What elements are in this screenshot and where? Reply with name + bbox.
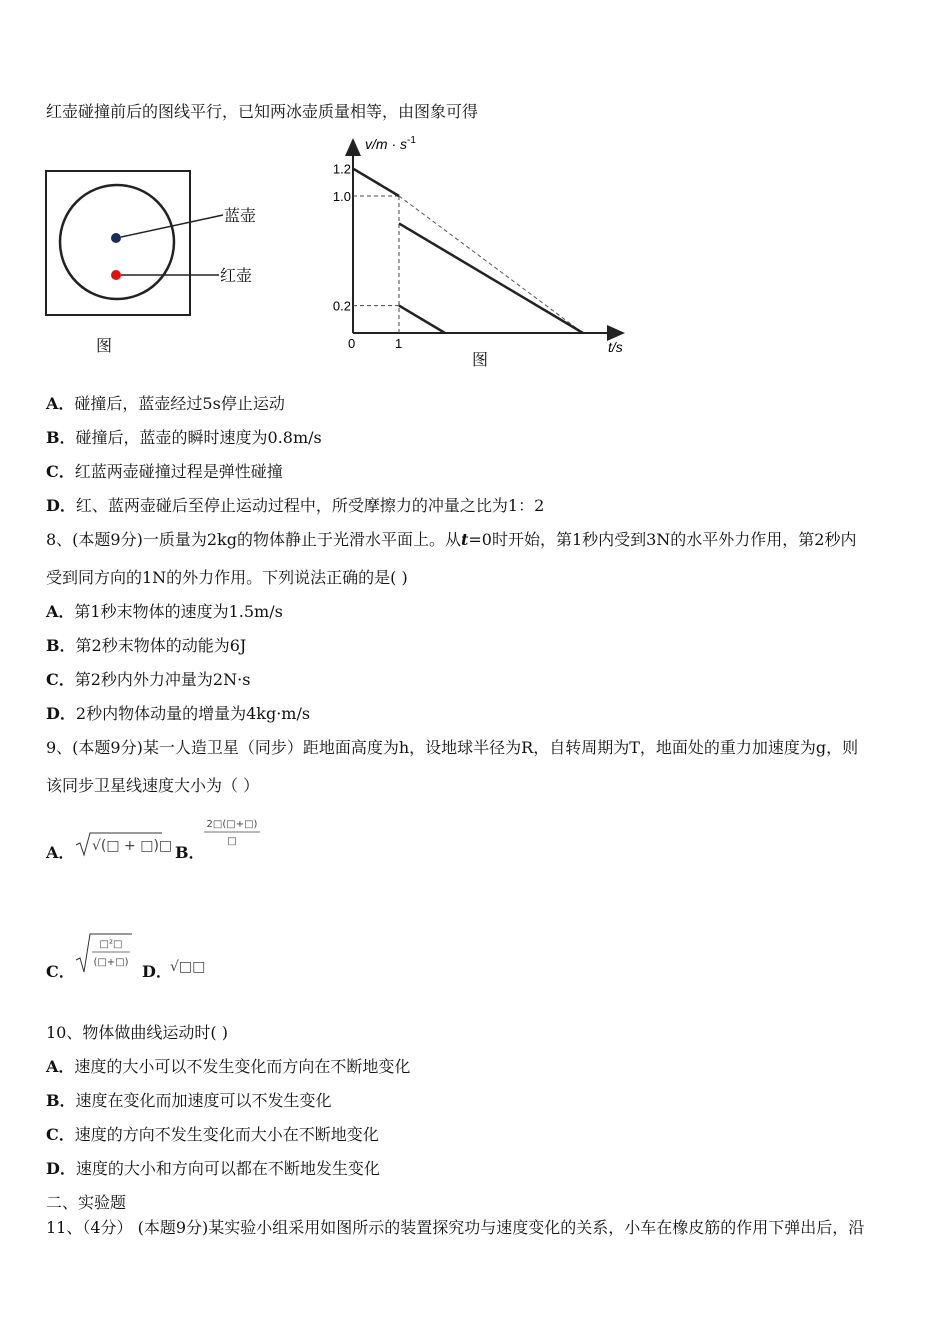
q8-stem-line2: 受到同方向的1N的外力作用。下列说法正确的是( ) xyxy=(46,568,408,587)
series-line-3 xyxy=(399,306,445,333)
q10-option-d[interactable]: D．速度的大小和方向可以都在不断地发生变化 xyxy=(46,1159,380,1178)
section-heading: 二、实验题 xyxy=(46,1193,127,1212)
q8-stem-line1: 8、(本题9分)一质量为2kg的物体静止于光滑水平面上。从t=0时开始，第1秒内受到3N的水平外力作用，第2秒内 xyxy=(46,530,857,549)
q9-option-b-letter[interactable]: B． xyxy=(175,843,205,862)
q10-stem: 10、物体做曲线运动时( ) xyxy=(46,1023,228,1042)
y-tick-1-0: 1.0 xyxy=(332,189,351,204)
q10-option-c[interactable]: C．速度的方向不发生变化而大小在不断地变化 xyxy=(46,1125,379,1144)
series-line-0 xyxy=(353,169,399,196)
rink-figure xyxy=(45,170,191,316)
q8-option-d[interactable]: D．2秒内物体动量的增量为4kg·m/s xyxy=(46,704,311,723)
q9-c-denominator: (□+□) xyxy=(93,957,129,968)
series-line-2 xyxy=(399,223,583,333)
q9-c-numerator: □²□ xyxy=(99,939,123,950)
q7-option-b[interactable]: B．碰撞后，蓝壶的瞬时速度为0.8m/s xyxy=(46,428,322,447)
q9-option-a-letter[interactable]: A． xyxy=(46,843,75,862)
q9-stem-line1: 9、(本题9分)某一人造卫星（同步）距地面高度为h，设地球半径为R，自转周期为T，地面处的重力加速度为g，则 xyxy=(46,738,859,757)
series-layer xyxy=(353,169,583,333)
y-tick-0-2: 0.2 xyxy=(332,298,351,314)
origin-label: 0 xyxy=(348,336,356,351)
q7-option-c[interactable]: C．红蓝两壶碰撞过程是弹性碰撞 xyxy=(46,462,283,481)
q8-option-b[interactable]: B．第2秒末物体的动能为6J xyxy=(46,636,247,655)
q9-stem-line2: 该同步卫星线速度大小为（ ） xyxy=(46,776,260,795)
y-axis-label: $v/m \cdot s^{-1}$ xyxy=(365,135,416,152)
guide-lines xyxy=(353,196,399,333)
q9-option-b-formula xyxy=(202,815,262,853)
right-figure-caption: 图 xyxy=(472,350,489,369)
red-stone-label: 红壶 xyxy=(220,266,253,285)
series-line-1 xyxy=(399,196,583,333)
q9-option-d-formula xyxy=(170,952,214,982)
vt-graph xyxy=(325,130,625,370)
q7-option-d[interactable]: D．红、蓝两壶碰后至停止运动过程中，所受摩擦力的冲量之比为1：2 xyxy=(46,496,545,515)
x-tick-1: 1 xyxy=(395,336,403,351)
blue-stone-label: 蓝壶 xyxy=(224,206,257,225)
red-stone-icon xyxy=(111,270,121,280)
left-figure-caption: 图 xyxy=(96,336,113,355)
q9-option-d-letter[interactable]: D． xyxy=(142,962,172,981)
intro-text: 红壶碰撞前后的图线平行，已知两冰壶质量相等，由图象可得 xyxy=(46,102,479,121)
y-tick-1-2: 1.2 xyxy=(332,161,351,177)
q9-b-numerator: 2□(□+□) xyxy=(206,819,258,830)
rink-svg xyxy=(45,170,191,316)
blue-leader-line xyxy=(121,215,223,237)
q9-b-denominator: □ xyxy=(227,836,237,847)
q9-option-c-formula xyxy=(74,930,134,980)
q9-d-formula-text: √□□ xyxy=(170,959,206,975)
q7-option-a[interactable]: A．碰撞后，蓝壶经过5s停止运动 xyxy=(46,394,285,413)
q11-stem: 11、（4分） (本题9分)某实验小组采用如图所示的装置探究功与速度变化的关系，小车在橡皮筋的作用下弹出后，沿 xyxy=(46,1218,865,1237)
q8-option-a[interactable]: A．第1秒末物体的速度为1.5m/s xyxy=(46,602,283,621)
q9-option-a-formula xyxy=(74,829,173,863)
q8-option-c[interactable]: C．第2秒内外力冲量为2N·s xyxy=(46,670,251,689)
q9-option-c-letter[interactable]: C． xyxy=(46,962,75,981)
q10-option-a[interactable]: A．速度的大小可以不发生变化而方向在不断地变化 xyxy=(46,1057,411,1076)
q10-option-b[interactable]: B．速度在变化而加速度可以不发生变化 xyxy=(46,1091,332,1110)
q9-a-formula-text: √(□ + □)□ xyxy=(92,838,173,854)
x-axis-label: t/s xyxy=(608,339,623,355)
blue-stone-icon xyxy=(111,233,121,243)
